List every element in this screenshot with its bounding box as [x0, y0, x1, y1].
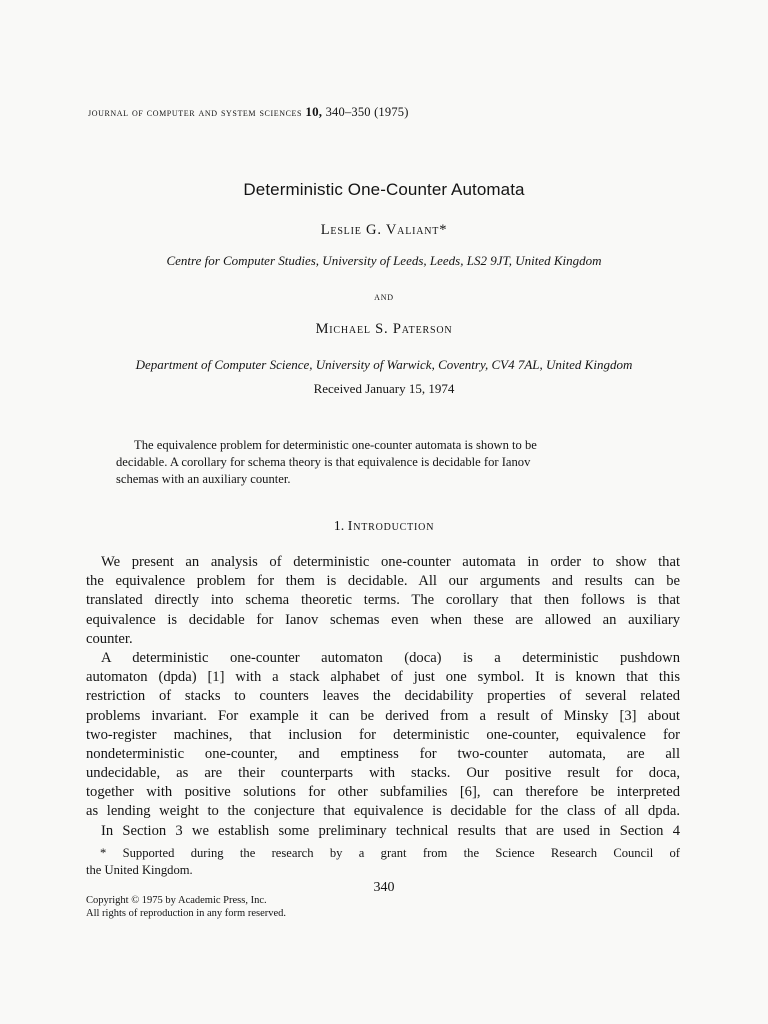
section-heading	[0, 519, 768, 535]
section-title: Introduction	[347, 519, 435, 534]
body-line: automaton (dpda) [1] with a stack alphabet of just one symbol. It is known that this	[86, 669, 680, 686]
author-2-name: Michael S. Paterson	[315, 321, 453, 337]
body-line: restriction of stacks to counters leaves the decidability properties of several related	[86, 688, 680, 705]
body-line: together with positive solutions for other subfamilies [6], can therefore be interpreted	[86, 784, 680, 801]
author-1-name: Leslie G. Valiant*	[320, 222, 448, 238]
received-date: Received January 15, 1974	[313, 381, 455, 396]
rights-line: All rights of reproduction in any form reserved.	[86, 908, 287, 919]
body-line: equivalence is decidable for Ianov schemas even when these are allowed an auxiliary	[86, 611, 680, 628]
body-line: nondeterministic one-counter, and emptiness for two-counter automata, are all	[86, 745, 680, 762]
and-separator: and	[374, 289, 394, 303]
journal-volume: 10,	[305, 104, 323, 119]
body-line: In Section 3 we establish some preliminary technical results that are used in Section 4	[101, 822, 680, 839]
page-number: 340	[373, 880, 395, 895]
journal-header	[88, 104, 409, 120]
abstract-line: decidable. A corollary for schema theory is that equivalence is decidable for Ianov	[116, 455, 531, 469]
author-2-affiliation: Department of Computer Science, University of Warwick, Coventry, CV4 7AL, United Kingdom	[135, 357, 633, 372]
footnote	[86, 845, 680, 879]
body-text	[86, 553, 680, 841]
body-line: We present an analysis of deterministic one-counter automata in order to show that	[101, 554, 680, 570]
body-line: as lending weight to the conjecture that equivalence is decidable for the class of all dpda.	[86, 803, 680, 820]
body-line: counter.	[86, 630, 133, 647]
footnote-line: the United Kingdom.	[86, 863, 193, 877]
abstract-line: The equivalence problem for deterministic one-counter automata is shown to be	[134, 438, 537, 452]
section-number: 1.	[333, 519, 345, 534]
body-line: the equivalence problem for them is decidable. All our arguments and results can be	[86, 573, 680, 590]
copyright-notice	[86, 894, 286, 920]
footnote-line: * Supported during the research by a grant from the Science Research Council of	[100, 846, 680, 860]
journal-name: journal of computer and system sciences	[88, 107, 303, 119]
body-line: problems invariant. For example it can be derived from a result of Minsky [3] about	[86, 707, 680, 724]
copyright-line: Copyright © 1975 by Academic Press, Inc.	[86, 895, 267, 906]
body-line: two-register machines, that inclusion for deterministic one-counter, equivalence for	[86, 726, 680, 743]
body-line: A deterministic one-counter automaton (doca) is a deterministic pushdown	[101, 649, 680, 666]
abstract	[116, 437, 654, 488]
body-line: translated directly into schema theoretic terms. The corollary that then follows is that	[86, 592, 680, 609]
body-line: undecidable, as are their counterparts with stacks. Our positive result for doca,	[86, 765, 680, 782]
author-1-affiliation: Centre for Computer Studies, University of Leeds, Leeds, LS2 9JT, United Kingdom	[166, 253, 602, 268]
paper-title: Deterministic One-Counter Automata	[243, 180, 525, 199]
abstract-line: schemas with an auxiliary counter.	[116, 472, 291, 486]
journal-pages-year: 340–350 (1975)	[325, 105, 409, 119]
